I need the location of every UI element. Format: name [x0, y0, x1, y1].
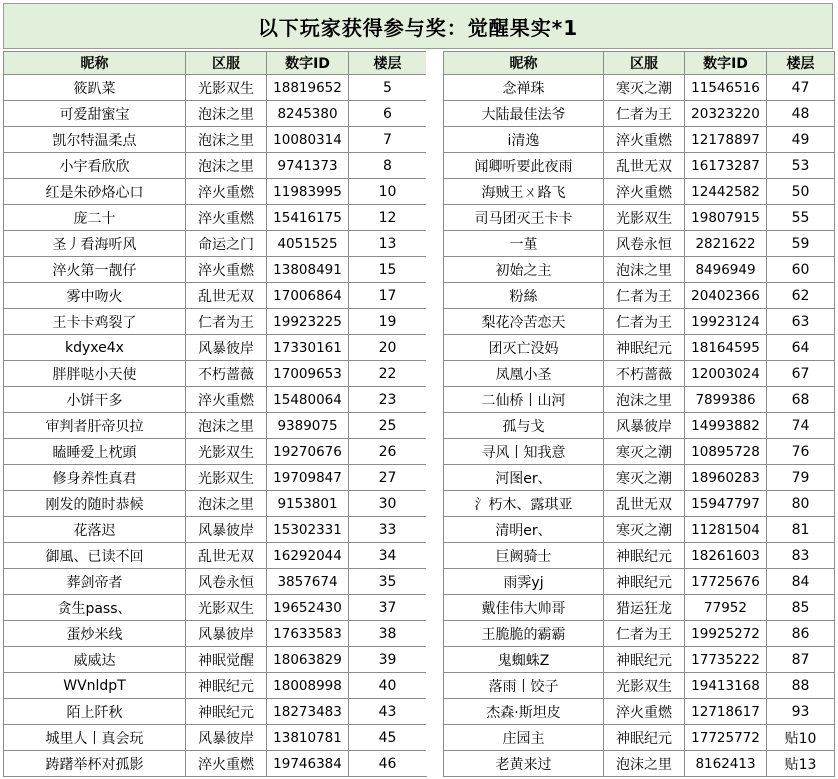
cell-floor: 60 — [767, 257, 835, 283]
cell-id: 77952 — [685, 595, 767, 621]
cell-server: 风暴彼岸 — [186, 517, 267, 543]
cell-floor: 93 — [767, 699, 835, 725]
table-row — [444, 335, 835, 361]
table-row — [4, 335, 427, 361]
cell-nickname: 筱趴菜 — [4, 75, 186, 101]
cell-id: 17009653 — [267, 361, 349, 387]
table-row — [444, 387, 835, 413]
cell-id: 18261603 — [685, 543, 767, 569]
table-row — [4, 621, 427, 647]
winners-table-right — [443, 51, 835, 777]
cell-id: 19746384 — [267, 751, 349, 777]
table-row — [4, 517, 427, 543]
col-header-server: 区服 — [604, 52, 685, 75]
cell-id: 16292044 — [267, 543, 349, 569]
cell-server: 乱世无双 — [186, 283, 267, 309]
cell-floor: 81 — [767, 517, 835, 543]
cell-floor: 87 — [767, 647, 835, 673]
cell-server: 淬火重燃 — [186, 179, 267, 205]
col-header-floor: 楼层 — [349, 52, 427, 75]
cell-server: 光影双生 — [186, 75, 267, 101]
cell-server: 风暴彼岸 — [604, 413, 685, 439]
cell-floor: 22 — [349, 361, 427, 387]
cell-floor: 48 — [767, 101, 835, 127]
cell-id: 10895728 — [685, 439, 767, 465]
table-row — [4, 153, 427, 179]
cell-server: 泡沫之里 — [186, 101, 267, 127]
cell-floor: 67 — [767, 361, 835, 387]
cell-id: 11983995 — [267, 179, 349, 205]
cell-nickname: 花落迟 — [4, 517, 186, 543]
cell-nickname: 红是朱砂烙心口 — [4, 179, 186, 205]
table-row — [4, 751, 427, 777]
cell-id: 19270676 — [267, 439, 349, 465]
cell-nickname: 杰森·斯坦皮 — [444, 699, 604, 725]
cell-floor: 12 — [349, 205, 427, 231]
cell-floor: 37 — [349, 595, 427, 621]
cell-nickname: 雨霁yj — [444, 569, 604, 595]
cell-server: 光影双生 — [186, 439, 267, 465]
cell-server: 寒灭之潮 — [604, 517, 685, 543]
cell-server: 仁者为王 — [604, 621, 685, 647]
table-row — [4, 595, 427, 621]
cell-id: 20402366 — [685, 283, 767, 309]
cell-nickname: kdyxe4x — [4, 335, 186, 361]
cell-floor: 35 — [349, 569, 427, 595]
cell-floor: 63 — [767, 309, 835, 335]
cell-floor: 10 — [349, 179, 427, 205]
cell-server: 仁者为王 — [186, 309, 267, 335]
cell-floor: 79 — [767, 465, 835, 491]
cell-floor: 55 — [767, 205, 835, 231]
cell-nickname: 城里人丨真会玩 — [4, 725, 186, 751]
cell-floor: 13 — [349, 231, 427, 257]
cell-nickname: 戴佳伟大帅哥 — [444, 595, 604, 621]
cell-server: 淬火重燃 — [186, 387, 267, 413]
cell-nickname: WVnldpT — [4, 673, 186, 699]
table-row — [4, 569, 427, 595]
cell-id: 2821622 — [685, 231, 767, 257]
table-row — [444, 517, 835, 543]
cell-server: 乱世无双 — [604, 491, 685, 517]
cell-server: 淬火重燃 — [186, 257, 267, 283]
cell-id: 18819652 — [267, 75, 349, 101]
cell-floor: 47 — [767, 75, 835, 101]
cell-floor: 8 — [349, 153, 427, 179]
table-row — [4, 257, 427, 283]
cell-nickname: 司马团灭王卡卡 — [444, 205, 604, 231]
cell-floor: 27 — [349, 465, 427, 491]
cell-nickname: 大陆最佳法爷 — [444, 101, 604, 127]
cell-server: 仁者为王 — [604, 309, 685, 335]
table-row — [444, 361, 835, 387]
cell-id: 4051525 — [267, 231, 349, 257]
cell-floor: 74 — [767, 413, 835, 439]
cell-id: 9741373 — [267, 153, 349, 179]
cell-floor: 85 — [767, 595, 835, 621]
cell-nickname: 威威达 — [4, 647, 186, 673]
cell-floor: 19 — [349, 309, 427, 335]
cell-floor: 6 — [349, 101, 427, 127]
cell-floor: 30 — [349, 491, 427, 517]
cell-floor: 46 — [349, 751, 427, 777]
cell-nickname: 刚发的随时恭候 — [4, 491, 186, 517]
cell-server: 寒灭之潮 — [604, 75, 685, 101]
cell-id: 19923225 — [267, 309, 349, 335]
cell-nickname: 念禅珠 — [444, 75, 604, 101]
cell-id: 17330161 — [267, 335, 349, 361]
cell-nickname: 小宇看欣欣 — [4, 153, 186, 179]
cell-server: 神眠纪元 — [186, 673, 267, 699]
cell-id: 19923124 — [685, 309, 767, 335]
cell-id: 9153801 — [267, 491, 349, 517]
cell-nickname: 河图er、 — [444, 465, 604, 491]
cell-id: 15416175 — [267, 205, 349, 231]
cell-server: 不朽蔷薇 — [604, 361, 685, 387]
cell-floor: 34 — [349, 543, 427, 569]
table-row — [4, 699, 427, 725]
table-row — [4, 439, 427, 465]
cell-id: 8245380 — [267, 101, 349, 127]
table-row — [444, 543, 835, 569]
table-row — [444, 673, 835, 699]
cell-nickname: 鬼蜘蛛Z — [444, 647, 604, 673]
table-row — [444, 231, 835, 257]
cell-id: 20323220 — [685, 101, 767, 127]
cell-server: 风卷永恒 — [186, 569, 267, 595]
cell-nickname: 落雨丨饺子 — [444, 673, 604, 699]
table-row — [4, 725, 427, 751]
cell-id: 12718617 — [685, 699, 767, 725]
cell-nickname: 胖胖哒小天使 — [4, 361, 186, 387]
cell-id: 10080314 — [267, 127, 349, 153]
cell-nickname: 淬火第一靓仔 — [4, 257, 186, 283]
header-row — [444, 52, 835, 75]
cell-server: 乱世无双 — [186, 543, 267, 569]
cell-server: 淬火重燃 — [604, 699, 685, 725]
cell-server: 光影双生 — [604, 205, 685, 231]
col-header-id: 数字ID — [267, 52, 349, 75]
table-row — [444, 569, 835, 595]
table-row — [4, 205, 427, 231]
cell-floor: 38 — [349, 621, 427, 647]
cell-nickname: 团灭亡没妈 — [444, 335, 604, 361]
cell-nickname: 陌上阡秋 — [4, 699, 186, 725]
table-row — [4, 101, 427, 127]
table-row — [444, 465, 835, 491]
cell-nickname: 梨花冷苦恋天 — [444, 309, 604, 335]
cell-id: 18273483 — [267, 699, 349, 725]
cell-id: 17633583 — [267, 621, 349, 647]
cell-id: 19807915 — [685, 205, 767, 231]
table-row — [444, 153, 835, 179]
cell-nickname: 瞌睡爱上枕頭 — [4, 439, 186, 465]
table-row — [444, 283, 835, 309]
cell-nickname: 贪生pass、 — [4, 595, 186, 621]
table-row — [444, 647, 835, 673]
cell-id: 18164595 — [685, 335, 767, 361]
cell-id: 12003024 — [685, 361, 767, 387]
cell-nickname: 可爱甜蜜宝 — [4, 101, 186, 127]
table-row — [444, 439, 835, 465]
cell-floor: 17 — [349, 283, 427, 309]
cell-id: 19925272 — [685, 621, 767, 647]
table-row — [4, 647, 427, 673]
cell-id: 17735222 — [685, 647, 767, 673]
cell-floor: 59 — [767, 231, 835, 257]
table-row — [444, 751, 835, 777]
cell-floor: 5 — [349, 75, 427, 101]
cell-id: 8162413 — [685, 751, 767, 777]
cell-nickname: 初始之主 — [444, 257, 604, 283]
cell-nickname: 清明er、 — [444, 517, 604, 543]
cell-floor: 33 — [349, 517, 427, 543]
cell-id: 11281504 — [685, 517, 767, 543]
cell-nickname: 一堇 — [444, 231, 604, 257]
cell-nickname: 海贼王ㄨ路飞 — [444, 179, 604, 205]
cell-floor: 45 — [349, 725, 427, 751]
cell-id: 12178897 — [685, 127, 767, 153]
cell-id: 13808491 — [267, 257, 349, 283]
table-row — [4, 231, 427, 257]
cell-id: 16173287 — [685, 153, 767, 179]
cell-id: 17725772 — [685, 725, 767, 751]
cell-server: 淬火重燃 — [604, 179, 685, 205]
cell-server: 仁者为王 — [604, 101, 685, 127]
cell-nickname: 老黄来过 — [444, 751, 604, 777]
header-row — [4, 52, 427, 75]
cell-server: 泡沫之里 — [604, 387, 685, 413]
table-row — [4, 387, 427, 413]
cell-server: 寒灭之潮 — [604, 439, 685, 465]
cell-server: 风暴彼岸 — [186, 725, 267, 751]
table-row — [4, 309, 427, 335]
cell-id: 8496949 — [685, 257, 767, 283]
cell-id: 17725676 — [685, 569, 767, 595]
cell-nickname: 踌躇举杯对孤影 — [4, 751, 186, 777]
cell-nickname: 御風、已读不回 — [4, 543, 186, 569]
col-header-server: 区服 — [186, 52, 267, 75]
cell-nickname: 雾中吻火 — [4, 283, 186, 309]
cell-floor: 贴13 — [767, 751, 835, 777]
cell-server: 风暴彼岸 — [186, 335, 267, 361]
cell-server: 风暴彼岸 — [186, 621, 267, 647]
cell-floor: 83 — [767, 543, 835, 569]
table-row — [4, 179, 427, 205]
cell-id: 18008998 — [267, 673, 349, 699]
cell-server: 泡沫之里 — [604, 751, 685, 777]
cell-nickname: 审判者肝帝贝拉 — [4, 413, 186, 439]
table-row — [4, 361, 427, 387]
table-row — [444, 179, 835, 205]
table-row — [444, 413, 835, 439]
cell-server: 神眠纪元 — [604, 725, 685, 751]
cell-server: 命运之门 — [186, 231, 267, 257]
cell-id: 14993882 — [685, 413, 767, 439]
col-header-nickname: 昵称 — [444, 52, 604, 75]
cell-nickname: 粉絲 — [444, 283, 604, 309]
cell-floor: 23 — [349, 387, 427, 413]
winners-table-left — [3, 51, 427, 777]
cell-server: 泡沫之里 — [186, 153, 267, 179]
cell-id: 12442582 — [685, 179, 767, 205]
table-row — [4, 127, 427, 153]
cell-server: 风卷永恒 — [604, 231, 685, 257]
table-row — [444, 621, 835, 647]
cell-server: 光影双生 — [604, 673, 685, 699]
cell-id: 18960283 — [685, 465, 767, 491]
cell-nickname: i清逸 — [444, 127, 604, 153]
cell-server: 光影双生 — [186, 595, 267, 621]
cell-server: 猎运狂龙 — [604, 595, 685, 621]
table-row — [444, 127, 835, 153]
cell-server: 神眠纪元 — [604, 543, 685, 569]
table-row — [4, 75, 427, 101]
cell-floor: 15 — [349, 257, 427, 283]
col-header-floor: 楼层 — [767, 52, 835, 75]
cell-server: 神眠纪元 — [604, 569, 685, 595]
table-row — [444, 101, 835, 127]
table-row — [444, 257, 835, 283]
table-row — [4, 673, 427, 699]
table-row — [444, 205, 835, 231]
cell-nickname: 庞二十 — [4, 205, 186, 231]
cell-id: 17006864 — [267, 283, 349, 309]
table-row — [444, 699, 835, 725]
cell-floor: 76 — [767, 439, 835, 465]
col-header-nickname: 昵称 — [4, 52, 186, 75]
cell-id: 18063829 — [267, 647, 349, 673]
cell-nickname: 王脆脆的霸霸 — [444, 621, 604, 647]
table-gap — [426, 51, 443, 776]
page-title: 以下玩家获得参与奖：觉醒果实*1 — [3, 3, 833, 49]
cell-id: 9389075 — [267, 413, 349, 439]
cell-floor: 53 — [767, 153, 835, 179]
table-row — [444, 595, 835, 621]
cell-nickname: 孤与戈 — [444, 413, 604, 439]
cell-id: 19709847 — [267, 465, 349, 491]
cell-id: 7899386 — [685, 387, 767, 413]
cell-nickname: 庄园主 — [444, 725, 604, 751]
cell-server: 神眠觉醒 — [186, 647, 267, 673]
cell-server: 乱世无双 — [604, 153, 685, 179]
cell-nickname: 修身养性真君 — [4, 465, 186, 491]
cell-floor: 64 — [767, 335, 835, 361]
cell-server: 寒灭之潮 — [604, 465, 685, 491]
cell-nickname: 王卡卡鸡裂了 — [4, 309, 186, 335]
cell-nickname: 凤凰小圣 — [444, 361, 604, 387]
cell-floor: 62 — [767, 283, 835, 309]
cell-floor: 20 — [349, 335, 427, 361]
cell-floor: 86 — [767, 621, 835, 647]
cell-nickname: 圣丿看海听风 — [4, 231, 186, 257]
cell-nickname: 二仙桥丨山河 — [444, 387, 604, 413]
cell-nickname: 巨阙骑士 — [444, 543, 604, 569]
cell-id: 15947797 — [685, 491, 767, 517]
cell-server: 泡沫之里 — [604, 257, 685, 283]
table-row — [4, 543, 427, 569]
cell-floor: 26 — [349, 439, 427, 465]
table-row — [444, 75, 835, 101]
cell-server: 泡沫之里 — [186, 413, 267, 439]
cell-server: 泡沫之里 — [186, 127, 267, 153]
cell-floor: 84 — [767, 569, 835, 595]
cell-nickname: 葬剑帝者 — [4, 569, 186, 595]
cell-floor: 贴10 — [767, 725, 835, 751]
cell-id: 15480064 — [267, 387, 349, 413]
cell-server: 不朽蔷薇 — [186, 361, 267, 387]
cell-id: 15302331 — [267, 517, 349, 543]
cell-id: 11546516 — [685, 75, 767, 101]
table-row — [4, 413, 427, 439]
cell-floor: 49 — [767, 127, 835, 153]
cell-floor: 80 — [767, 491, 835, 517]
table-row — [444, 725, 835, 751]
cell-nickname: 寻风丨知我意 — [444, 439, 604, 465]
cell-floor: 40 — [349, 673, 427, 699]
table-row — [4, 465, 427, 491]
cell-floor: 39 — [349, 647, 427, 673]
cell-server: 淬火重燃 — [186, 751, 267, 777]
cell-id: 19413168 — [685, 673, 767, 699]
cell-nickname: 凯尔特温柔点 — [4, 127, 186, 153]
cell-server: 神眠纪元 — [604, 647, 685, 673]
cell-server: 神眠纪元 — [604, 335, 685, 361]
cell-nickname: 闻卿听要此夜雨 — [444, 153, 604, 179]
cell-server: 神眠纪元 — [186, 699, 267, 725]
cell-nickname: 小饼干多 — [4, 387, 186, 413]
cell-floor: 43 — [349, 699, 427, 725]
cell-server: 淬火重燃 — [604, 127, 685, 153]
cell-floor: 88 — [767, 673, 835, 699]
table-row — [4, 283, 427, 309]
table-row — [444, 491, 835, 517]
cell-id: 19652430 — [267, 595, 349, 621]
table-row — [4, 491, 427, 517]
cell-server: 光影双生 — [186, 465, 267, 491]
col-header-id: 数字ID — [685, 52, 767, 75]
cell-server: 淬火重燃 — [186, 205, 267, 231]
cell-id: 13810781 — [267, 725, 349, 751]
table-row — [444, 309, 835, 335]
cell-server: 仁者为王 — [604, 283, 685, 309]
cell-floor: 7 — [349, 127, 427, 153]
cell-floor: 25 — [349, 413, 427, 439]
cell-id: 3857674 — [267, 569, 349, 595]
cell-nickname: 蛋炒米线 — [4, 621, 186, 647]
cell-server: 泡沫之里 — [186, 491, 267, 517]
cell-floor: 68 — [767, 387, 835, 413]
cell-nickname: 氵朽木、露琪亚 — [444, 491, 604, 517]
cell-floor: 50 — [767, 179, 835, 205]
